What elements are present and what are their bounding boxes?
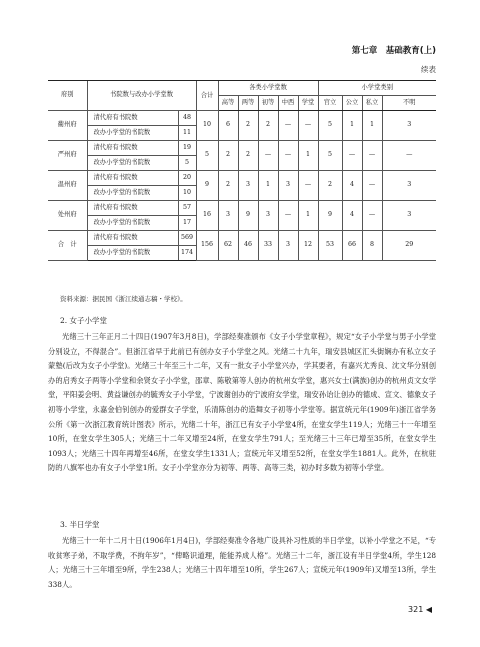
data-cell: 3 — [382, 171, 436, 201]
data-cell: 2 — [218, 141, 238, 171]
header-count: 书院数与改办小学堂数 — [87, 81, 196, 111]
header-type: 两等 — [238, 96, 258, 111]
data-cell: 8 — [362, 231, 382, 261]
data-cell: 46 — [238, 231, 258, 261]
data-cell: — — [298, 171, 318, 201]
row-label: 改办小学堂的书院数 — [87, 126, 178, 141]
row-value: 48 — [178, 111, 196, 126]
data-cell: 3 — [278, 171, 298, 201]
table-source-note: 资料来源：据民国《浙江续通志稿・学校》。 — [60, 295, 187, 303]
total-cell: 16 — [196, 201, 218, 231]
data-cell: 9 — [238, 201, 258, 231]
data-cell: 5 — [318, 141, 342, 171]
data-cell: — — [382, 141, 436, 171]
data-cell: 33 — [258, 231, 278, 261]
prefecture-name: 温州府 — [48, 171, 87, 201]
row-label: 清代府有书院数 — [87, 231, 178, 246]
body-paragraph: 光绪三十一年十二月十日(1906年1月4日)，学部经奏准令各地广设具补习性质的半日学堂，以补小学堂之不足，“专收贫寒子弟，不取学费，不拘年岁”，“俾略识道理，能能养成人格”。光绪三十二年，浙江设有半日学堂4所，学生128人；光绪三十三年增至9所，学生238人；光绪三十四年增至10所，学生267人；宣统元年(1909年)又增至13所，学生338人。 — [48, 536, 436, 589]
data-cell: 2 — [218, 171, 238, 201]
academy-statistics-table — [48, 80, 436, 261]
data-cell: 3 — [278, 231, 298, 261]
row-label: 改办小学堂的书院数 — [87, 246, 178, 261]
data-cell: 62 — [218, 231, 238, 261]
data-cell: — — [362, 141, 382, 171]
data-cell: 3 — [382, 111, 436, 141]
data-cell: 53 — [318, 231, 342, 261]
header-prefecture: 府别 — [48, 81, 87, 111]
data-cell: — — [362, 201, 382, 231]
data-cell: 29 — [382, 231, 436, 261]
row-value: 5 — [178, 156, 196, 171]
header-type: 学堂 — [298, 96, 318, 111]
total-cell: 156 — [196, 231, 218, 261]
row-label: 清代府有书院数 — [87, 111, 178, 126]
row-label: 清代府有书院数 — [87, 201, 178, 216]
data-cell: 5 — [318, 111, 342, 141]
row-value: 57 — [178, 201, 196, 216]
total-cell: 5 — [196, 141, 218, 171]
header-owner-group: 小学堂类别 — [318, 81, 436, 96]
header-owner: 私立 — [362, 96, 382, 111]
table-row — [48, 111, 436, 126]
section-heading: 3. 半日学堂 — [60, 520, 100, 529]
chapter-header: 第七章 基础教育(上) — [351, 46, 436, 56]
row-label: 改办小学堂的书院数 — [87, 216, 178, 231]
header-total: 合计 — [196, 81, 218, 111]
header-type: 中西 — [278, 96, 298, 111]
data-cell: 9 — [318, 201, 342, 231]
section-heading: 2. 女子小学堂 — [60, 316, 108, 325]
data-cell: 2 — [318, 171, 342, 201]
data-cell: 2 — [238, 141, 258, 171]
data-cell: 3 — [258, 201, 278, 231]
row-label: 改办小学堂的书院数 — [87, 186, 178, 201]
header-owner: 官立 — [318, 96, 342, 111]
row-label: 清代府有书院数 — [87, 141, 178, 156]
header-owner: 不明 — [382, 96, 436, 111]
data-cell: 66 — [342, 231, 362, 261]
row-value: 569 — [178, 231, 196, 246]
table-row — [48, 231, 436, 246]
data-cell: — — [278, 201, 298, 231]
table-row — [48, 141, 436, 156]
table-continued-label: 续表 — [421, 65, 436, 74]
header-types-group: 各类小学堂数 — [218, 81, 318, 96]
table-row — [48, 201, 436, 216]
data-cell: 4 — [342, 171, 362, 201]
row-value: 10 — [178, 186, 196, 201]
row-label: 清代府有书院数 — [87, 171, 178, 186]
row-value: 174 — [178, 246, 196, 261]
row-value: 11 — [178, 126, 196, 141]
row-value: 17 — [178, 216, 196, 231]
body-paragraph: 光绪三十三年正月二十四日(1907年3月8日)，学部经奏准颁布《女子小学堂章程》，规定“女子小学堂与男子小学堂分别设立，不得混合”。但浙江省早于此前已有创办女子小学堂之风。光绪二十九年，瑞安县城区汇头街娴办有私立女子蒙塾(后改为女子小学堂)。光绪三十年至三十二年，又有一批女子小学堂兴办，学其要者，有嘉兴尤秀良、沈文华分别创办的启秀女子两等小学堂和余贤女子小学堂，邵章、陈敬第等人创办的杭州女学堂，惠兴女士(满族)创办的杭州贞文女学堂，平阳姜会明、黄益谦创办的毓秀女子小学堂，宁波谢创办的宁波府女学堂，瑞安孙诒让创办的德成、宣文、德象女子初等小学堂，永嘉金伯钊创办的爱群女子学堂，乐清陈创办的造舞女子初等小学堂等。据宣统元年(1909年)浙江省学务公所《第一次浙江教育统计图表》所示，光绪二十年，浙江已有女子小学堂4所，在堂女学生119人；光绪三十一年增至10所，在堂女学生305人；光绪三十二年又增至24所，在堂女学生791人；至光绪三十三年已增至35所，在堂女学生1093人；光绪三十四年再增至46所，在堂女学生1331人；宣统元年又增至52所，在堂女学生1881人。此外，在杭驻防的八旗军也办有女子小学堂1所。女子小学堂亦分为初等、两等、高等三类，初办时多数为初等小学堂。 — [48, 332, 436, 473]
data-cell: — — [342, 141, 362, 171]
data-cell: — — [278, 141, 298, 171]
data-cell: — — [298, 111, 318, 141]
data-cell: 1 — [298, 201, 318, 231]
data-cell: — — [278, 111, 298, 141]
total-cell: 10 — [196, 111, 218, 141]
page-number: 321 ◀ — [408, 605, 432, 614]
data-cell: 1 — [258, 171, 278, 201]
data-cell: 12 — [298, 231, 318, 261]
prefecture-name: 严州府 — [48, 141, 87, 171]
data-cell: 1 — [362, 111, 382, 141]
data-cell: 2 — [238, 111, 258, 141]
row-value: 20 — [178, 171, 196, 186]
header-owner: 公立 — [342, 96, 362, 111]
header-type: 初等 — [258, 96, 278, 111]
header-type: 高等 — [218, 96, 238, 111]
prefecture-name: 处州府 — [48, 201, 87, 231]
table-header-row-1 — [48, 81, 436, 96]
data-cell: 1 — [298, 141, 318, 171]
data-cell: 3 — [218, 201, 238, 231]
data-cell: 3 — [238, 171, 258, 201]
table-row — [48, 171, 436, 186]
row-label: 改办小学堂的书院数 — [87, 156, 178, 171]
prefecture-name: 合 计 — [48, 231, 87, 261]
data-cell: 2 — [258, 111, 278, 141]
prefecture-name: 衢州府 — [48, 111, 87, 141]
data-cell: 6 — [218, 111, 238, 141]
total-cell: 9 — [196, 171, 218, 201]
row-value: 19 — [178, 141, 196, 156]
data-cell: — — [362, 171, 382, 201]
data-cell: — — [258, 141, 278, 171]
data-cell: 1 — [342, 111, 362, 141]
data-cell: 3 — [382, 201, 436, 231]
data-cell: 4 — [342, 201, 362, 231]
